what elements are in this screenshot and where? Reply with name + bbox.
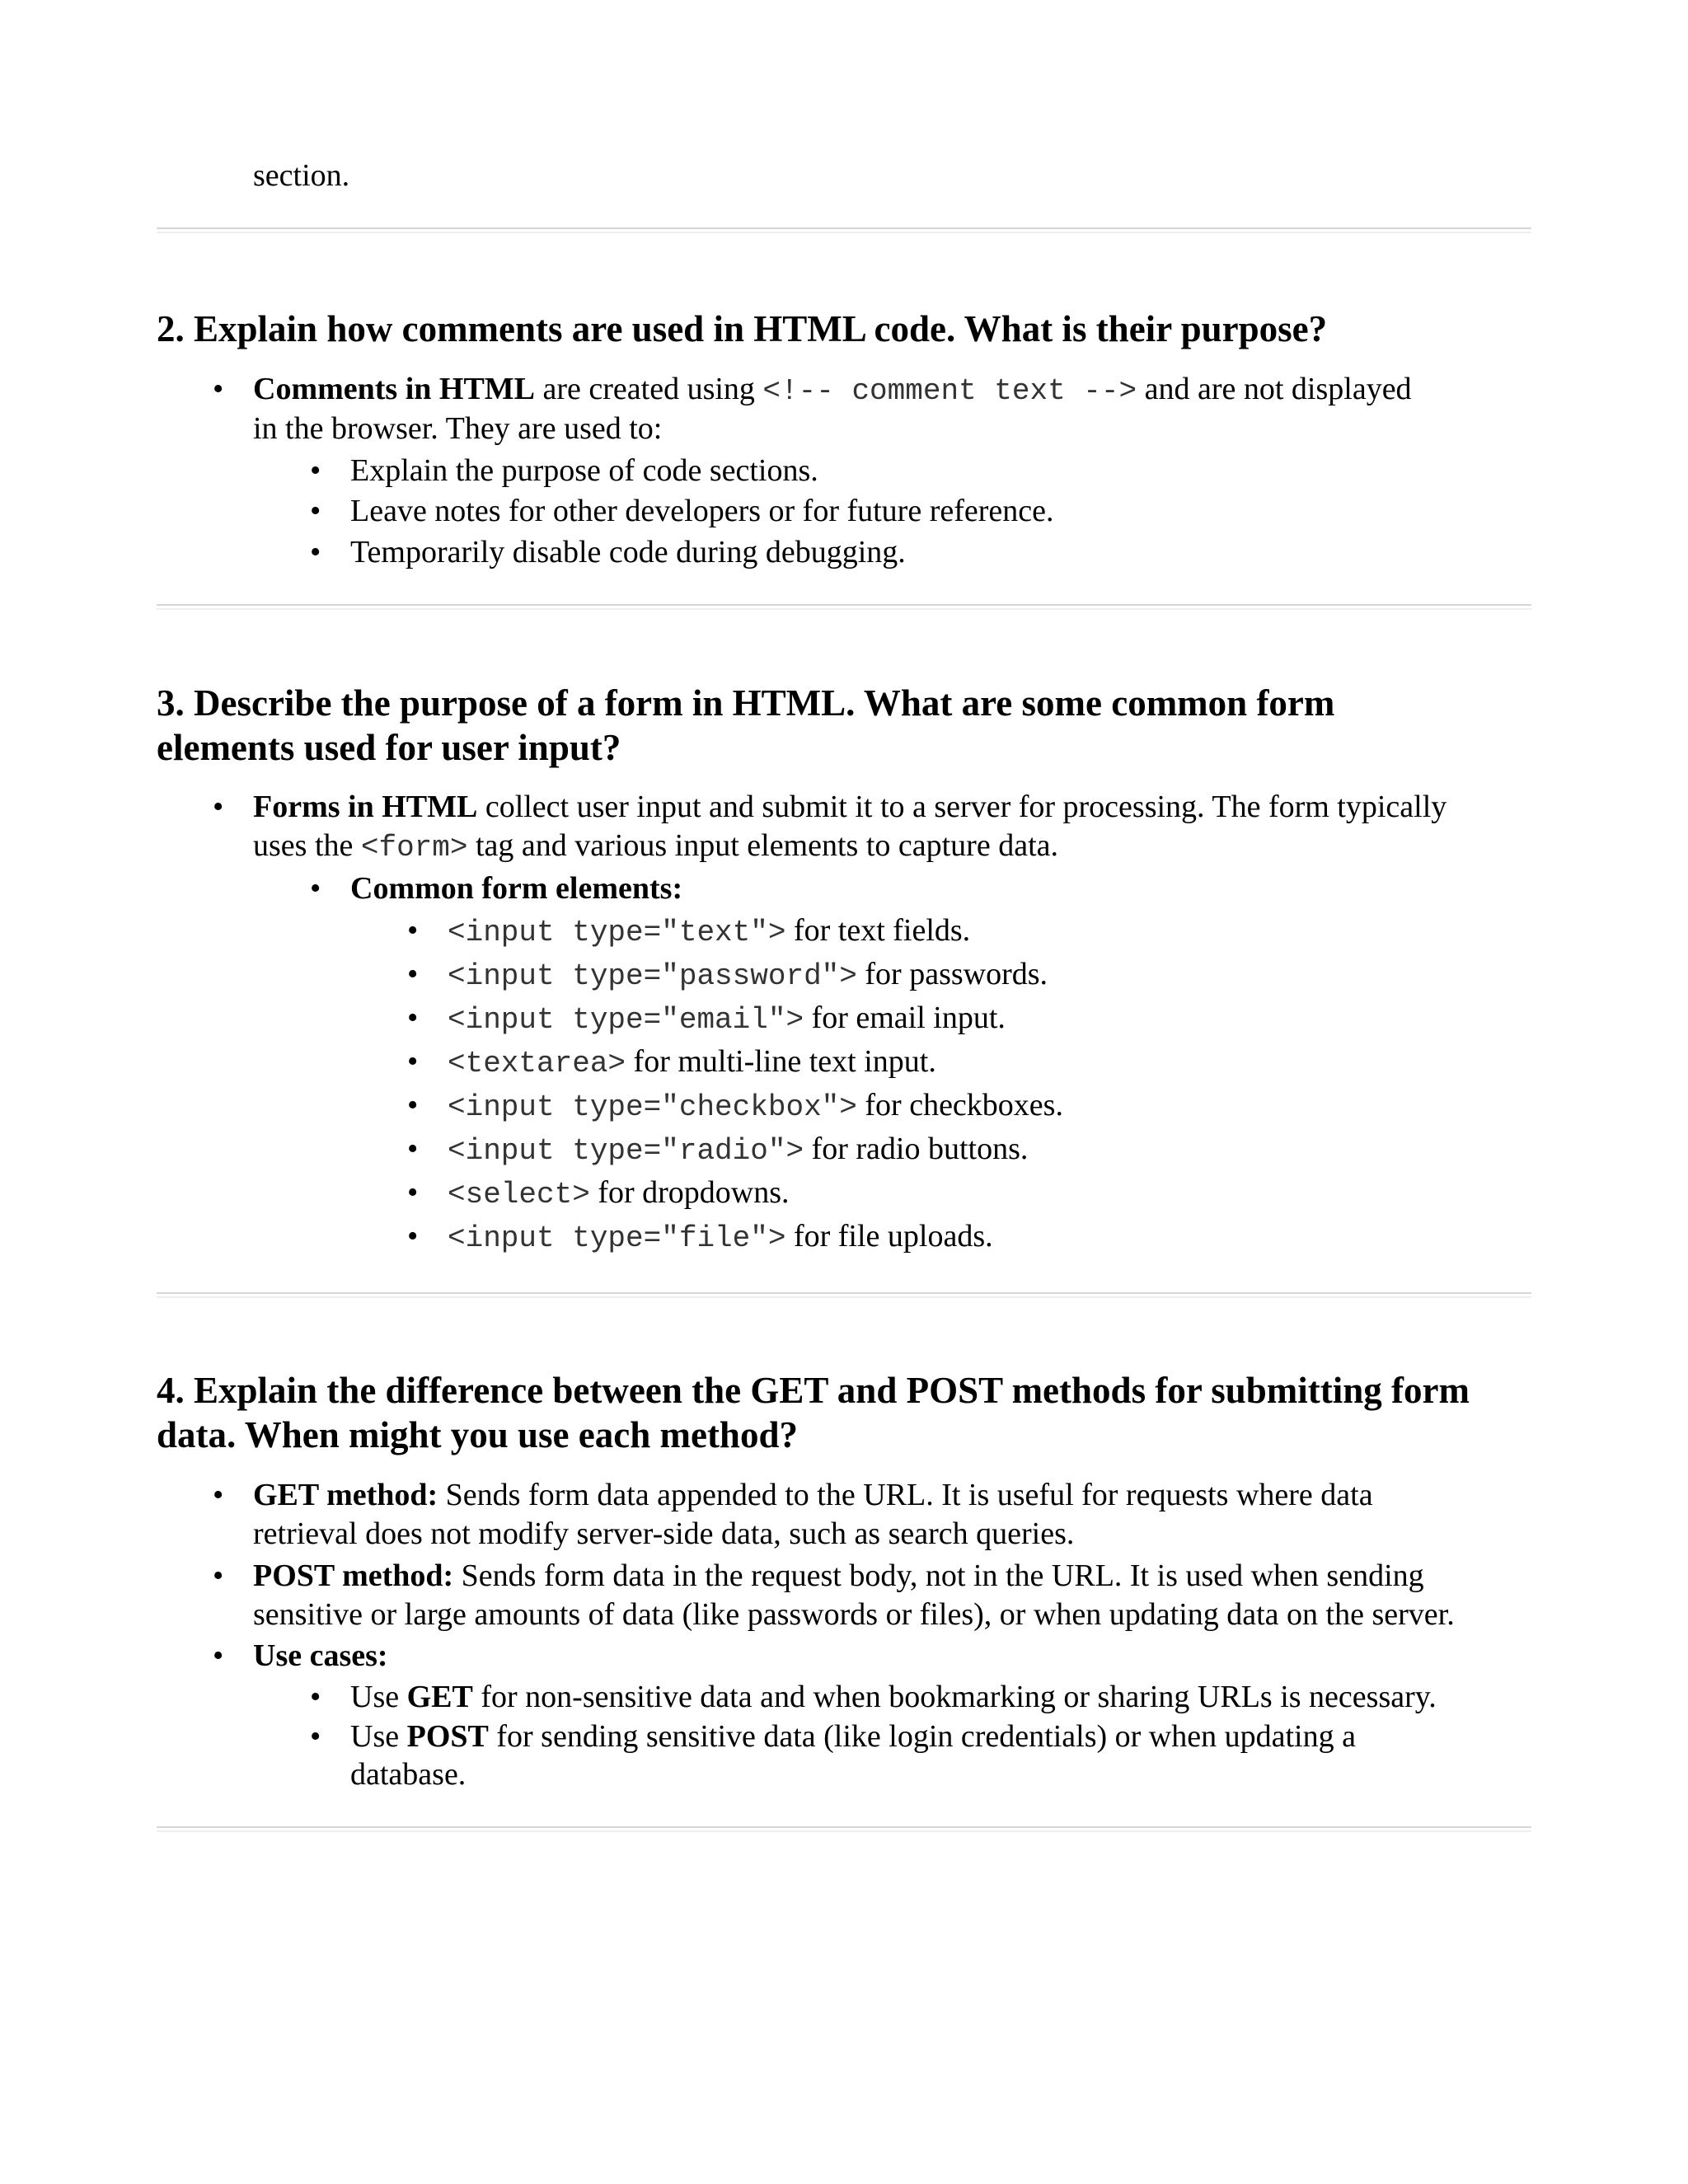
horizontal-rule	[157, 1292, 1531, 1298]
text: Sends form data in the request body, not in the URL. It is used when sending	[453, 1558, 1424, 1593]
form-element-item	[448, 955, 1048, 996]
text: collect user input and submit it to a server for processing. The form typically	[477, 790, 1447, 824]
bold-term: Common form elements:	[350, 871, 683, 906]
inline-code: <input type="email">	[448, 1003, 804, 1037]
bullet-icon: •	[213, 790, 224, 824]
q2-bullet-1-line-2: in the browser. They are used to:	[253, 411, 663, 446]
post-method-item	[253, 1557, 1424, 1595]
bullet-icon: •	[407, 1132, 419, 1166]
inline-code: <select>	[448, 1178, 590, 1212]
form-element-item	[448, 1086, 1063, 1127]
inline-code: <input type="radio">	[448, 1134, 804, 1168]
text: and are not displayed	[1137, 372, 1412, 406]
bullet-icon: •	[310, 535, 321, 569]
text: uses the	[253, 828, 361, 863]
bullet-icon: •	[407, 1219, 419, 1254]
bold-term: GET method:	[253, 1478, 438, 1512]
inline-code: <form>	[360, 831, 468, 865]
inline-code: <textarea>	[448, 1047, 626, 1080]
q2-sub-item: Explain the purpose of code sections.	[350, 453, 818, 488]
q3-bullet-1-line-2	[253, 827, 1058, 867]
text: are created using	[535, 372, 763, 406]
bullet-icon: •	[407, 957, 419, 991]
form-element-item	[448, 912, 970, 952]
question-4-heading-line-2: data. When might you use each method?	[157, 1414, 798, 1455]
q2-sub-item: Temporarily disable code during debugging.	[350, 535, 906, 569]
text: tag and various input elements to capture data.	[467, 828, 1058, 863]
inline-code: <!-- comment text -->	[762, 374, 1137, 408]
text: Sends form data appended to the URL. It is useful for requests where data	[438, 1478, 1373, 1512]
text: Use	[350, 1719, 407, 1754]
q3-sub-item	[350, 869, 682, 907]
bullet-icon: •	[310, 1719, 321, 1754]
horizontal-rule	[157, 227, 1531, 233]
text: for text fields.	[785, 913, 971, 948]
text: for passwords.	[856, 957, 1048, 991]
use-post-item-line-2: database.	[350, 1757, 467, 1792]
text: for dropdowns.	[589, 1175, 790, 1210]
question-2-heading: 2. Explain how comments are used in HTML code. What is their purpose?	[157, 308, 1328, 349]
bold-term: Forms in HTML	[253, 790, 478, 824]
inline-code: <input type="password">	[448, 959, 857, 993]
inline-code: <input type="file">	[448, 1221, 786, 1255]
horizontal-rule	[157, 604, 1531, 610]
bullet-icon: •	[407, 1175, 419, 1210]
text: for multi-line text input.	[626, 1044, 936, 1079]
form-element-item	[448, 1130, 1028, 1170]
text: for file uploads.	[785, 1219, 993, 1254]
bullet-icon: •	[407, 913, 419, 948]
q2-sub-item: Leave notes for other developers or for future reference.	[350, 494, 1054, 528]
bullet-icon: •	[407, 1044, 419, 1079]
text: for sending sensitive data (like login credentials) or when updating a	[488, 1719, 1356, 1754]
bullet-icon: •	[407, 1001, 419, 1035]
use-post-item	[350, 1718, 1356, 1755]
form-element-item	[448, 1043, 936, 1083]
bold-term: POST	[406, 1719, 489, 1754]
form-element-item	[448, 1217, 993, 1258]
text: for non-sensitive data and when bookmarking or sharing URLs is necessary.	[472, 1680, 1437, 1714]
question-4-heading-line-1: 4. Explain the difference between the GET and POST methods for submitting form	[157, 1370, 1470, 1411]
bullet-icon: •	[407, 1088, 419, 1122]
question-3-heading-line-1: 3. Describe the purpose of a form in HTML. What are some common form	[157, 682, 1335, 724]
inline-code: <input type="checkbox">	[448, 1090, 857, 1124]
bullet-icon: •	[310, 453, 321, 488]
bullet-icon: •	[213, 372, 224, 406]
use-get-item	[350, 1678, 1437, 1716]
get-method-item	[253, 1476, 1373, 1514]
get-method-item-line-2: retrieval does not modify server-side data, such as search queries.	[253, 1516, 1075, 1551]
bold-term: Use cases:	[253, 1638, 388, 1673]
bullet-icon: •	[213, 1638, 224, 1673]
bullet-icon: •	[213, 1478, 224, 1512]
form-element-item	[448, 999, 1006, 1039]
q3-bullet-1	[253, 788, 1447, 826]
use-cases-item	[253, 1637, 388, 1675]
question-3-heading-line-2: elements used for user input?	[157, 727, 621, 768]
text: for email input.	[804, 1001, 1006, 1035]
bold-term: POST method:	[253, 1558, 454, 1593]
bullet-icon: •	[213, 1558, 224, 1593]
bold-term: GET	[406, 1680, 473, 1714]
text: Use	[350, 1680, 407, 1714]
text: for radio buttons.	[804, 1132, 1029, 1166]
form-element-item	[448, 1174, 790, 1214]
bullet-icon: •	[310, 871, 321, 906]
continued-text: section.	[253, 158, 350, 193]
horizontal-rule	[157, 1826, 1531, 1832]
bullet-icon: •	[310, 494, 321, 528]
bullet-icon: •	[310, 1680, 321, 1714]
bold-term: Comments in HTML	[253, 372, 535, 406]
q2-bullet-1	[253, 370, 1412, 410]
text: for checkboxes.	[856, 1088, 1063, 1122]
inline-code: <input type="text">	[448, 916, 786, 949]
post-method-item-line-2: sensitive or large amounts of data (like passwords or files), or when updating data on the server.	[253, 1597, 1455, 1632]
